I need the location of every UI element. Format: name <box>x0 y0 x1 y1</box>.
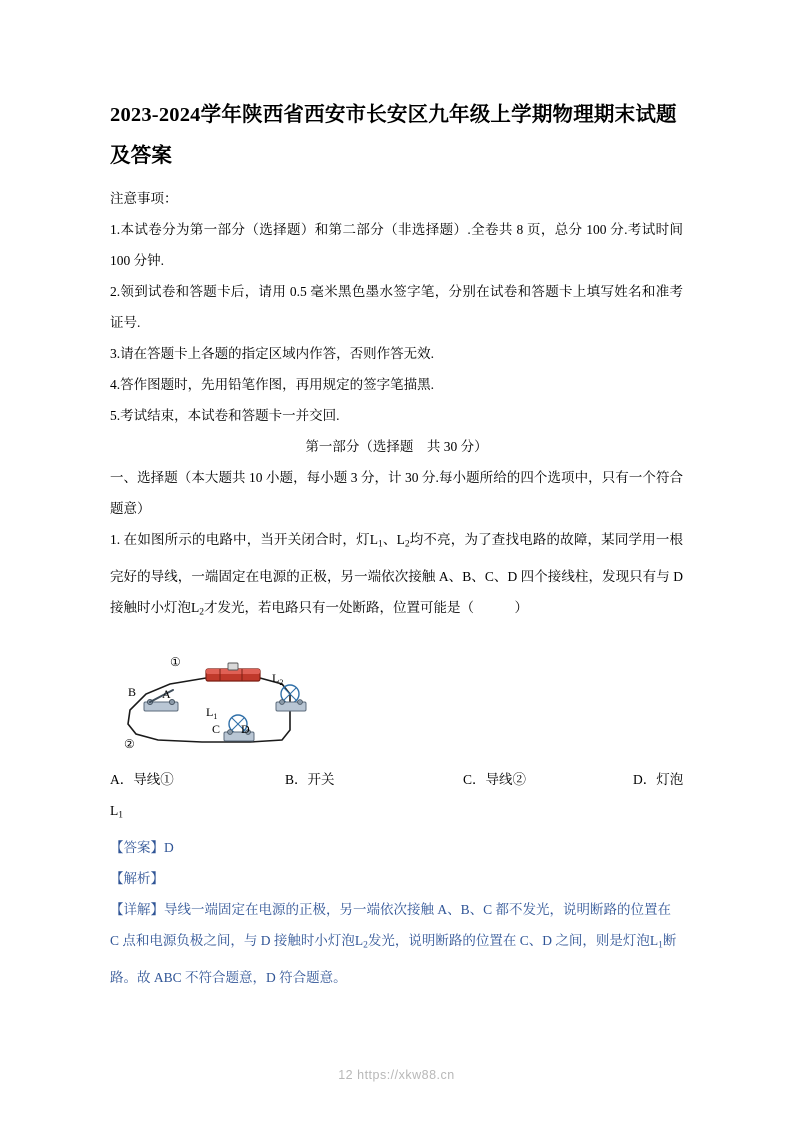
label-b: B <box>128 685 137 700</box>
lamp-l2-symbol: $L_2$ <box>396 532 410 550</box>
option-c[interactable]: C．导线② <box>463 772 527 788</box>
section-heading: 一、选择题（本大题共 10 小题，每小题 3 分，计 30 分.每小题所给的四个选项中，只有一个符合题意） <box>110 470 683 516</box>
question-1-options <box>110 764 683 795</box>
label-l1: $L_1$ <box>206 705 218 722</box>
lamp-l2-symbol-2: $L_2$ <box>191 599 204 618</box>
question-text-part4: 才发光，若电路只有一处断路，位置可能是（ ） <box>204 599 528 615</box>
detail-explanation <box>110 894 683 993</box>
notice-item-5: 5.考试结束，本试卷和答题卡一并交回. <box>110 408 340 423</box>
answer-line <box>110 832 683 863</box>
label-c: C <box>212 722 221 737</box>
detail-part2: 发光，说明断路的位置在 C、D 之间，则是灯泡 <box>367 932 650 948</box>
label-d: D <box>241 722 250 737</box>
notice-item-2: 2.领到试卷和答题卡后，请用 0.5 毫米黑色墨水签字笔，分别在试卷和答题卡上填写姓名和准考证号. <box>110 284 683 330</box>
detail-part1: 导线一端固定在电源的正极，另一端依次接触 A、B、C 都不发光，说明断路的位置在 C 点和电源负极之间，与 D 接触时小灯泡 <box>110 901 672 948</box>
option-d-lamp <box>110 795 683 832</box>
notice-item-4: 4.答作图题时，先用铅笔作图，再用规定的签字笔描黑. <box>110 377 434 392</box>
circuit-diagram-figure <box>110 632 683 764</box>
page-footer: 12 https://xkw88.cn <box>338 1068 455 1082</box>
answer-label: 【答案】 <box>110 839 164 855</box>
page-title: 2023-2024学年陕西省西安市长安区九年级上学期物理期末试题及答案 <box>110 104 677 167</box>
lamp-l1-symbol: $L_1$ <box>369 532 383 550</box>
label-circle-2: ② <box>124 737 135 752</box>
question-text-part3: 均不亮，为了查找电路的故障，某同学用一根完好的导线，一端固定在电源的正极，另一端依次接触 A、B、C、D 四个接线柱，发现只有与 D 接触时小灯泡 <box>110 532 684 615</box>
notice-item-3: 3.请在答题卡上各题的指定区域内作答，否则作答无效. <box>110 346 434 361</box>
circuit-diagram-svg <box>110 632 410 764</box>
question-text-part2: 、 <box>382 532 397 547</box>
option-a[interactable]: A．导线① <box>110 772 174 788</box>
label-circle-1: ① <box>170 655 181 670</box>
question-text-part1: 在如图所示的电路中，当开关闭合时，灯 <box>123 532 370 547</box>
detail-label: 【详解】 <box>110 901 164 917</box>
detail-part3: 断路。故 ABC 不符合题意，D 符合题意。 <box>110 932 677 985</box>
question-number: 1. <box>110 532 121 547</box>
question-1-text <box>110 524 683 628</box>
label-l2: $L_2$ <box>272 671 284 688</box>
option-b[interactable]: B．开关 <box>285 772 335 788</box>
part-heading: 第一部分（选择题 共 30 分） <box>305 439 488 454</box>
detail-lamp-l2: $L_2$ <box>354 932 368 951</box>
option-d-lamp-symbol: $L_1$ <box>110 803 123 821</box>
analysis-label: 【解析】 <box>110 870 164 886</box>
notice-item-1: 1.本试卷分为第一部分（选择题）和第二部分（非选择题）.全卷共 8 页，总分 100 分.考试时间 100 分钟. <box>110 222 683 268</box>
label-a: A <box>162 687 171 702</box>
notice-label: 注意事项： <box>110 191 178 206</box>
detail-lamp-l1: $L_1$ <box>649 932 663 951</box>
answer-value: D <box>164 839 174 855</box>
option-d[interactable]: D．灯泡 <box>633 772 684 788</box>
